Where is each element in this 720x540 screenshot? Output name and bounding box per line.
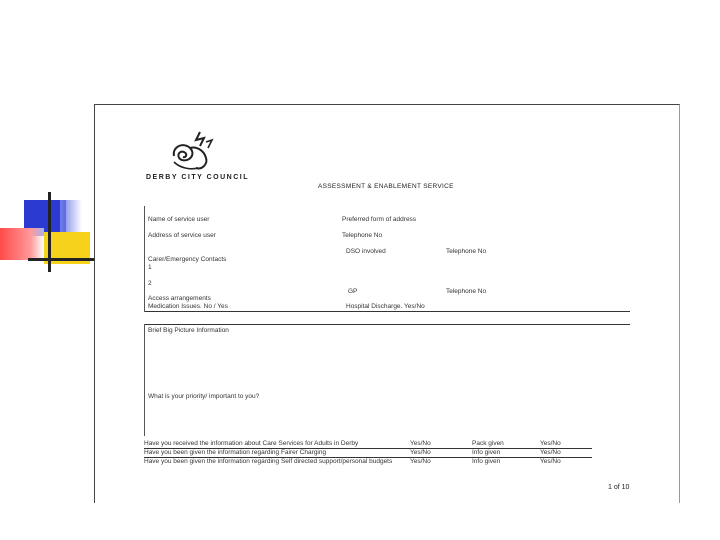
question-status: Pack given: [472, 440, 504, 447]
question-answer: Yes/No: [410, 458, 431, 465]
carer-contact-2: 2: [148, 280, 152, 287]
question-result: Yes/No: [540, 449, 561, 456]
service-title: ASSESSMENT & ENABLEMENT SERVICE: [318, 183, 454, 190]
decorative-red-square: [0, 228, 44, 260]
question-answer: Yes/No: [410, 449, 431, 456]
question-result: Yes/No: [540, 440, 561, 447]
council-name: DERBY CITY COUNCIL: [146, 174, 249, 181]
form-left-border: [144, 206, 145, 312]
priority-question: What is your priority/ important to you?: [148, 393, 260, 400]
dso-telephone-label: Telephone No: [446, 248, 487, 255]
decorative-horizontal-line: [28, 258, 94, 261]
question-text: Have you received the information about Care Services for Adults in Derby: [144, 440, 359, 447]
question-text: Have you been given the information regarding Self directed support/personal budgets: [144, 458, 393, 465]
gp-label: GP: [348, 288, 358, 295]
question-answer: Yes/No: [410, 440, 431, 447]
page-number: 1 of 10: [608, 484, 630, 491]
telephone-label: Telephone No: [342, 232, 383, 239]
hospital-discharge-label: Hospital Discharge. Yes/No: [346, 303, 425, 310]
question-status: Info given: [472, 458, 501, 465]
medication-label: Medication Issues. No / Yes: [148, 303, 228, 310]
question-status: Info given: [472, 449, 501, 456]
carer-contacts-label: Carer/Emergency Contacts: [148, 256, 227, 263]
name-label: Name of service user: [148, 216, 210, 223]
gp-telephone-label: Telephone No: [446, 288, 487, 295]
derby-ram-logo: [166, 128, 216, 176]
preferred-address-label: Preferred form of address: [342, 216, 417, 223]
big-picture-label: Brief Big Picture Information: [148, 327, 229, 334]
big-picture-top-border: [144, 324, 630, 325]
carer-contact-1: 1: [148, 264, 152, 271]
question-text: Have you been given the information regarding Fairer Charging: [144, 449, 327, 456]
dso-label: DSO involved: [346, 248, 386, 255]
address-label: Address of service user: [148, 232, 216, 239]
big-picture-left-border: [144, 324, 145, 436]
question-result: Yes/No: [540, 458, 561, 465]
section-divider: [144, 311, 630, 312]
access-label: Access arrangements: [148, 295, 211, 302]
decorative-blue-fade: [60, 200, 82, 236]
